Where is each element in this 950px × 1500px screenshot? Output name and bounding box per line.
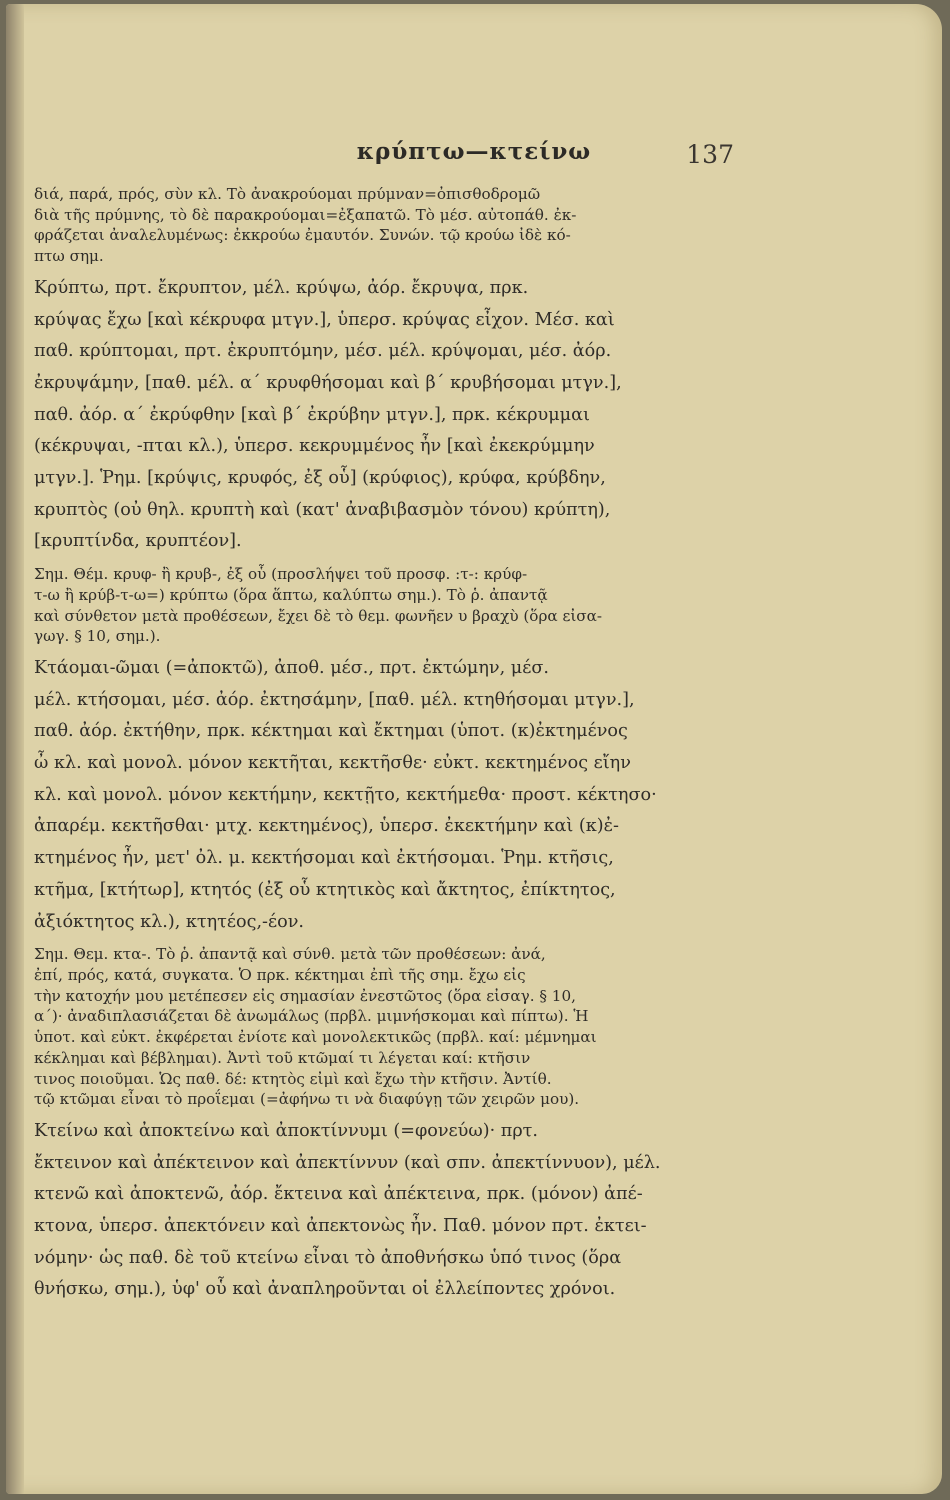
- text-line: [κρυπτίνδα, κρυπτέον].: [34, 531, 242, 552]
- text-line: (κέκρυψαι, -πται κλ.), ὑπερσ. κεκρυμμένος ἦν [καὶ ἐκεκρύμμην: [34, 436, 595, 457]
- entry-krypto: [34, 273, 774, 558]
- text-line: φράζεται ἀναλελυμένως: ἐκκρούω ἐμαυτόν. Συνών. τῷ κρούω ἰδὲ κό-: [34, 226, 571, 245]
- text-line: διὰ τῆς πρύμνης, τὸ δὲ παρακρούομαι=ἐξαπατῶ. Τὸ μέσ. αὐτοπάθ. ἐκ-: [34, 205, 577, 224]
- text-line: ἐπί, πρός, κατά, συγκατα. Ὁ πρκ. κέκτημαι ἐπὶ τῆς σημ. ἔχω εἰς: [34, 965, 526, 984]
- text-line: κτενῶ καὶ ἀποκτενῶ, ἀόρ. ἔκτεινα καὶ ἀπέκτεινα, πρκ. (μόνον) ἀπέ-: [34, 1184, 643, 1205]
- text-line: κλ. καὶ μονολ. μόνον κεκτήμην, κεκτῇτο, κεκτήμεθα· προστ. κέκτησο·: [34, 784, 657, 805]
- text-line: ἀξιόκτητος κλ.), κτητέος,-έον.: [34, 911, 304, 932]
- text-line: καὶ σύνθετον μετὰ προθέσεων, ἔχει δὲ τὸ θεμ. φωνῆεν υ βραχὺ (ὅρα εἰσα-: [34, 606, 603, 625]
- text-line: ἔκτεινον καὶ ἀπέκτεινον καὶ ἀπεκτίννυν (καὶ σπν. ἀπεκτίννυον), μέλ.: [34, 1152, 661, 1173]
- entry-ktaomai: [34, 653, 774, 938]
- dictionary-text-body: [34, 184, 774, 1306]
- text-line: κτημένος ἦν, μετ' ὀλ. μ. κεκτήσομαι καὶ ἐκτήσομαι. Ῥημ. κτῆσις,: [34, 848, 614, 869]
- text-line: τινος ποιοῦμαι. Ὡς παθ. δέ: κτητὸς εἰμὶ καὶ ἔχω τὴν κτῆσιν. Ἀντίθ.: [34, 1069, 552, 1088]
- text-line: κρύψας ἔχω [καὶ κέκρυφα μτγν.], ὑπερσ. κρύψας εἶχον. Μέσ. καὶ: [34, 309, 615, 330]
- text-line: Σημ. Θέμ. κρυφ- ἢ κρυβ-, ἐξ οὗ (προσλήψει τοῦ προσφ. :τ-: κρύφ-: [34, 565, 528, 584]
- entry-krypto-note: [34, 564, 774, 647]
- text-line: ὦ κλ. καὶ μονολ. μόνον κεκτῆται, κεκτῆσθε· εὐκτ. κεκτημένος εἴην: [34, 753, 631, 774]
- text-line: νόμην· ὡς παθ. δὲ τοῦ κτείνω εἶναι τὸ ἀποθνήσκω ὑπό τινος (ὅρα: [34, 1247, 622, 1268]
- text-line: γωγ. § 10, σημ.).: [34, 627, 161, 646]
- text-line: α΄)· ἀναδιπλασιάζεται δὲ ἀνωμάλως (πρβλ. μιμνήσκομαι καὶ πίπτω). Ἡ: [34, 1007, 589, 1026]
- text-line: κέκλημαι καὶ βέβλημαι). Ἀντὶ τοῦ κτῶμαί τι λέγεται καί: κτῆσιν: [34, 1048, 531, 1067]
- text-line: παθ. κρύπτομαι, πρτ. ἐκρυπτόμην, μέσ. μέλ. κρύψομαι, μέσ. ἀόρ.: [34, 341, 612, 362]
- text-line: τὴν κατοχήν μου μετέπεσεν εἰς σημασίαν ἐνεστῶτος (ὅρα εἰσαγ. § 10,: [34, 986, 576, 1005]
- running-title: κρύπτω—κτείνω: [356, 138, 592, 165]
- text-line: τῷ κτῶμαι εἶναι τὸ προΐεμαι (=ἀφήνω τι νὰ διαφύγῃ τῶν χειρῶν μου).: [34, 1090, 580, 1109]
- text-line: κτῆμα, [κτήτωρ], κτητός (ἐξ οὗ κτητικὸς καὶ ἄκτητος, ἐπίκτητος,: [34, 879, 616, 900]
- entry-crouo-cont: [34, 184, 774, 267]
- text-line: ἀπαρέμ. κεκτῆσθαι· μτχ. κεκτημένος), ὑπερσ. ἐκεκτήμην καὶ (κ)ἐ-: [34, 816, 619, 837]
- text-line: κρυπτὸς (οὐ θηλ. κρυπτὴ καὶ (κατ' ἀναβιβασμὸν τόνου) κρύπτη),: [34, 499, 611, 520]
- text-line: μέλ. κτήσομαι, μέσ. ἀόρ. ἐκτησάμην, [παθ. μέλ. κτηθήσομαι μτγν.],: [34, 689, 635, 710]
- book-page: [6, 4, 942, 1494]
- text-line: Κτάομαι-ῶμαι (=ἀποκτῶ), ἀποθ. μέσ., πρτ. ἐκτώμην, μέσ.: [34, 657, 549, 678]
- text-line: Κτείνω καὶ ἀποκτείνω καὶ ἀποκτίννυμι (=φονεύω)· πρτ.: [34, 1120, 538, 1141]
- text-line: ὑποτ. καὶ εὐκτ. ἐκφέρεται ἐνίοτε καὶ μονολεκτικῶς (πρβλ. καί: μέμνημαι: [34, 1028, 597, 1047]
- text-line: παθ. ἀόρ. ἐκτήθην, πρκ. κέκτημαι καὶ ἔκτημαι (ὑποτ. (κ)ἐκτημένος: [34, 721, 628, 742]
- entry-ktaomai-note: [34, 944, 774, 1110]
- text-line: μτγν.]. Ῥημ. [κρύψις, κρυφός, ἐξ οὗ] (κρύφιος), κρύφα, κρύβδην,: [34, 468, 606, 489]
- text-line: τ-ω ἢ κρύβ-τ-ω=) κρύπτω (ὅρα ἅπτω, καλύπτω σημ.). Τὸ ῥ. ἀπαντᾷ: [34, 585, 548, 604]
- text-line: διά, παρά, πρός, σὺν κλ. Τὸ ἀνακρούομαι πρύμναν=ὀπισθοδρομῶ: [34, 185, 541, 203]
- text-line: Σημ. Θεμ. κτα-. Τὸ ῥ. ἀπαντᾷ καὶ σύνθ. μετὰ τῶν προθέσεων: ἀνά,: [34, 945, 546, 964]
- text-line: ἐκρυψάμην, [παθ. μέλ. α΄ κρυφθήσομαι καὶ β΄ κρυβήσομαι μτγν.],: [34, 372, 622, 393]
- text-line: πτω σημ.: [34, 247, 104, 266]
- text-line: παθ. ἀόρ. α΄ ἐκρύφθην [καὶ β΄ ἐκρύβην μτγν.], πρκ. κέκρυμμαι: [34, 404, 590, 425]
- page-number: 137: [686, 140, 734, 169]
- book-spine-shadow: [6, 4, 24, 1494]
- text-line: θνήσκω, σημ.), ὑφ' οὗ καὶ ἀναπληροῦνται οἱ ἐλλείποντες χρόνοι.: [34, 1279, 616, 1300]
- entry-kteino: [34, 1116, 774, 1306]
- text-line: Κρύπτω, πρτ. ἔκρυπτον, μέλ. κρύψω, ἀόρ. ἔκρυψα, πρκ.: [34, 277, 529, 298]
- text-line: κτονα, ὑπερσ. ἀπεκτόνειν καὶ ἀπεκτονὼς ἦν. Παθ. μόνον πρτ. ἐκτει-: [34, 1216, 647, 1237]
